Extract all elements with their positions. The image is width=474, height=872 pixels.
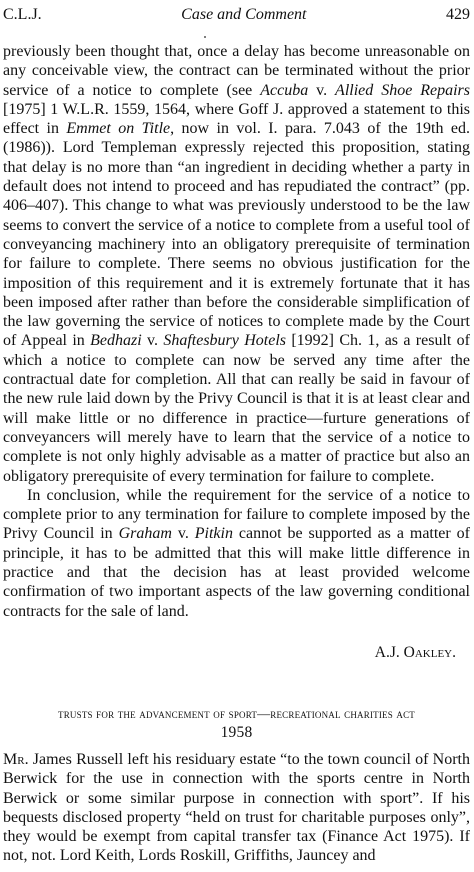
note-title-text: trusts for the advancement of sport—recreational charities act: [58, 705, 415, 721]
case-name: Graham: [118, 525, 172, 543]
case-name: Pitkin: [194, 525, 233, 543]
text-run: , now in vol. I. para. 7.043 of the 19th ed. (1986)). Lord Templeman expressly rejected this proposition, stating that delay is no more than “an ingredient in deciding whether a party in default does not intend to proceed and has repudiated the contract” (pp. 406–407). This change to what was previously understood to be the law seems to convert the service of a notice to complete from a useful tool of conveyancing machinery into an obligatory prerequisite of termination for failure to complete. There seems no obvious justification for the imposition of this requirement and it is extremely fortunate that it has been imposed after rather than before the considerable simplification of the law governing the service of notices to complete made by the Court of Appeal in: [3, 120, 471, 350]
text-run: previously been thought that, once a delay has become unreasonable on any conceivable view, the contract can be terminated without the prior service of a notice to complete (see: [3, 43, 470, 99]
case-name: Accuba: [260, 81, 309, 99]
text-run: cannot be supported as a matter of principle, it has to be admitted that this will make little difference in practice and that the decision has at least provided welcome confirmation of two important aspects of the law governing conditional contracts for the sale of land.: [3, 525, 470, 620]
lead-word: Mr.: [3, 750, 29, 768]
text-run: James Russell left his residuary estate “to the town council of North Berwick for the use in connection with the sports centre in North Berwick or some similar purpose in connection with sport”. If his bequests disclosed property “held on trust for charitable purposes only”, they would be exempt from capital transfer tax (Finance Act 1975). If not, not. Lord Keith, Lords Roskill, Griffiths, Jauncey and: [3, 750, 470, 865]
note-paragraph-1: [3, 750, 470, 866]
text-run: [1975] 1 W.L.R. 1559, 1564, where Goff J. approved a statement to this effect in: [3, 100, 470, 138]
text-run: v.: [141, 332, 164, 350]
text-run: In conclusion, while the requirement for the service of a notice to complete prior to any termination for failure to complete imposed by the Privy Council in: [3, 486, 470, 543]
note-title-year: 1958: [220, 723, 253, 741]
note-body: [3, 750, 470, 866]
section-heading: Case and Comment: [181, 6, 307, 23]
print-mark: [204, 36, 206, 38]
running-header: [3, 0, 470, 30]
text-run: v.: [171, 525, 195, 543]
text-run: [1992] Ch. 1, as a result of which a notice to complete can now be served any time after the contractual date for completion. All that can really be said in favour of the new rule laid down by the Privy Council is that it is at least clear and will make little or no difference in practice—furture generations of conveyancers will merely have to learn that the service of a notice to complete is not only highly advisable as a matter of practice but also an obligatory prerequisite of every termination for failure to complete.: [3, 332, 471, 485]
journal-abbreviation: C.L.J.: [3, 6, 42, 23]
author-signature: A.J. Oakley.: [374, 643, 456, 661]
paragraph-1: [3, 42, 470, 486]
article-body: [3, 42, 470, 621]
case-name: Bedhazi: [90, 332, 142, 350]
text-run: v.: [308, 81, 336, 99]
note-title: [3, 704, 470, 742]
paragraph-2: [3, 486, 470, 621]
case-name: Shaftesbury Hotels: [163, 332, 286, 350]
case-name: Allied Shoe Repairs: [335, 81, 471, 99]
book-title: Emmet on Title: [66, 120, 171, 138]
page-number: 429: [446, 6, 470, 23]
